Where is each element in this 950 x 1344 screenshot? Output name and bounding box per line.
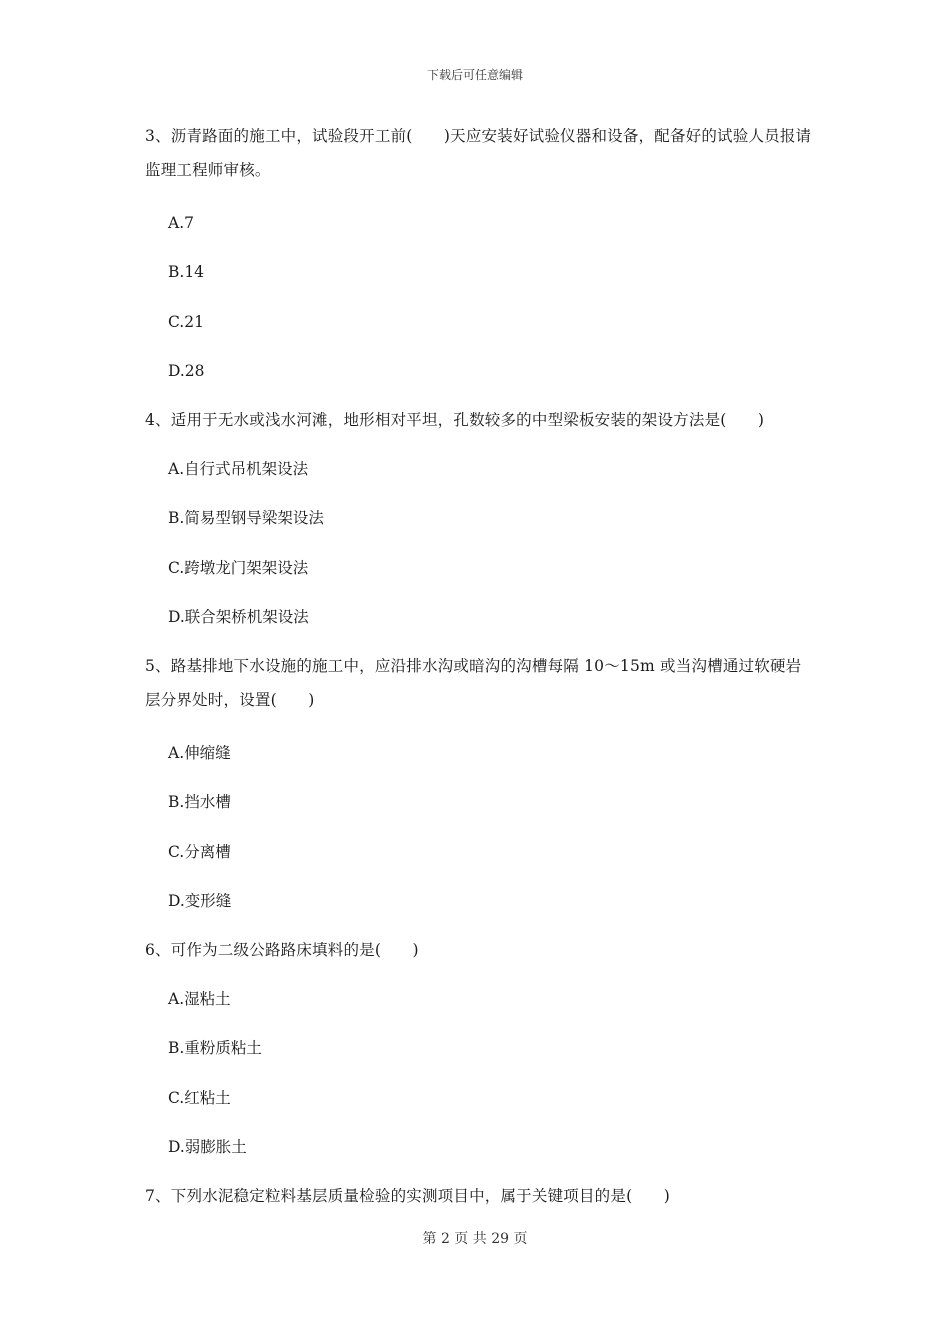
question-6-option-d: D.弱膨胀土 <box>168 1138 247 1156</box>
question-4-option-b: B.简易型钢导梁架设法 <box>168 509 324 527</box>
question-3-text: 3、沥青路面的施工中，试验段开工前( )天应安装好试验仪器和设备，配备好的试验人员报请监理工程师审核。 <box>145 127 812 179</box>
question-3-option-d: D.28 <box>168 362 205 380</box>
question-4-option-c: C.跨墩龙门架架设法 <box>168 559 309 577</box>
question-6-option-a: A.湿粘土 <box>168 990 231 1008</box>
question-7-text: 7、下列水泥稳定粒料基层质量检验的实测项目中，属于关键项目的是( ) <box>145 1187 670 1205</box>
page-number: 第 2 页 共 29 页 <box>422 1231 528 1247</box>
question-5-option-b: B.挡水槽 <box>168 793 231 811</box>
question-6-option-b: B.重粉质粘土 <box>168 1039 262 1057</box>
question-5-text: 5、路基排地下水设施的施工中，应沿排水沟或暗沟的沟槽每隔 10～15m 或当沟槽通过软硬岩层分界处时，设置( ) <box>145 657 802 709</box>
question-4-option-d: D.联合架桥机架设法 <box>168 608 309 626</box>
question-4-option-a: A.自行式吊机架设法 <box>168 460 309 478</box>
header-note: 下载后可任意编辑 <box>426 68 523 82</box>
question-5-option-d: D.变形缝 <box>168 892 232 910</box>
question-3-option-b: B.14 <box>168 263 205 281</box>
question-6-option-c: C.红粘土 <box>168 1089 231 1107</box>
question-5-option-c: C.分离槽 <box>168 843 231 861</box>
question-3-option-a: A.7 <box>168 214 194 232</box>
question-4-text: 4、适用于无水或浅水河滩，地形相对平坦，孔数较多的中型梁板安装的架设方法是( ) <box>145 411 765 429</box>
question-6-text: 6、可作为二级公路路床填料的是( ) <box>145 941 419 959</box>
question-5-option-a: A.伸缩缝 <box>168 744 231 762</box>
question-3-option-c: C.21 <box>168 313 204 331</box>
